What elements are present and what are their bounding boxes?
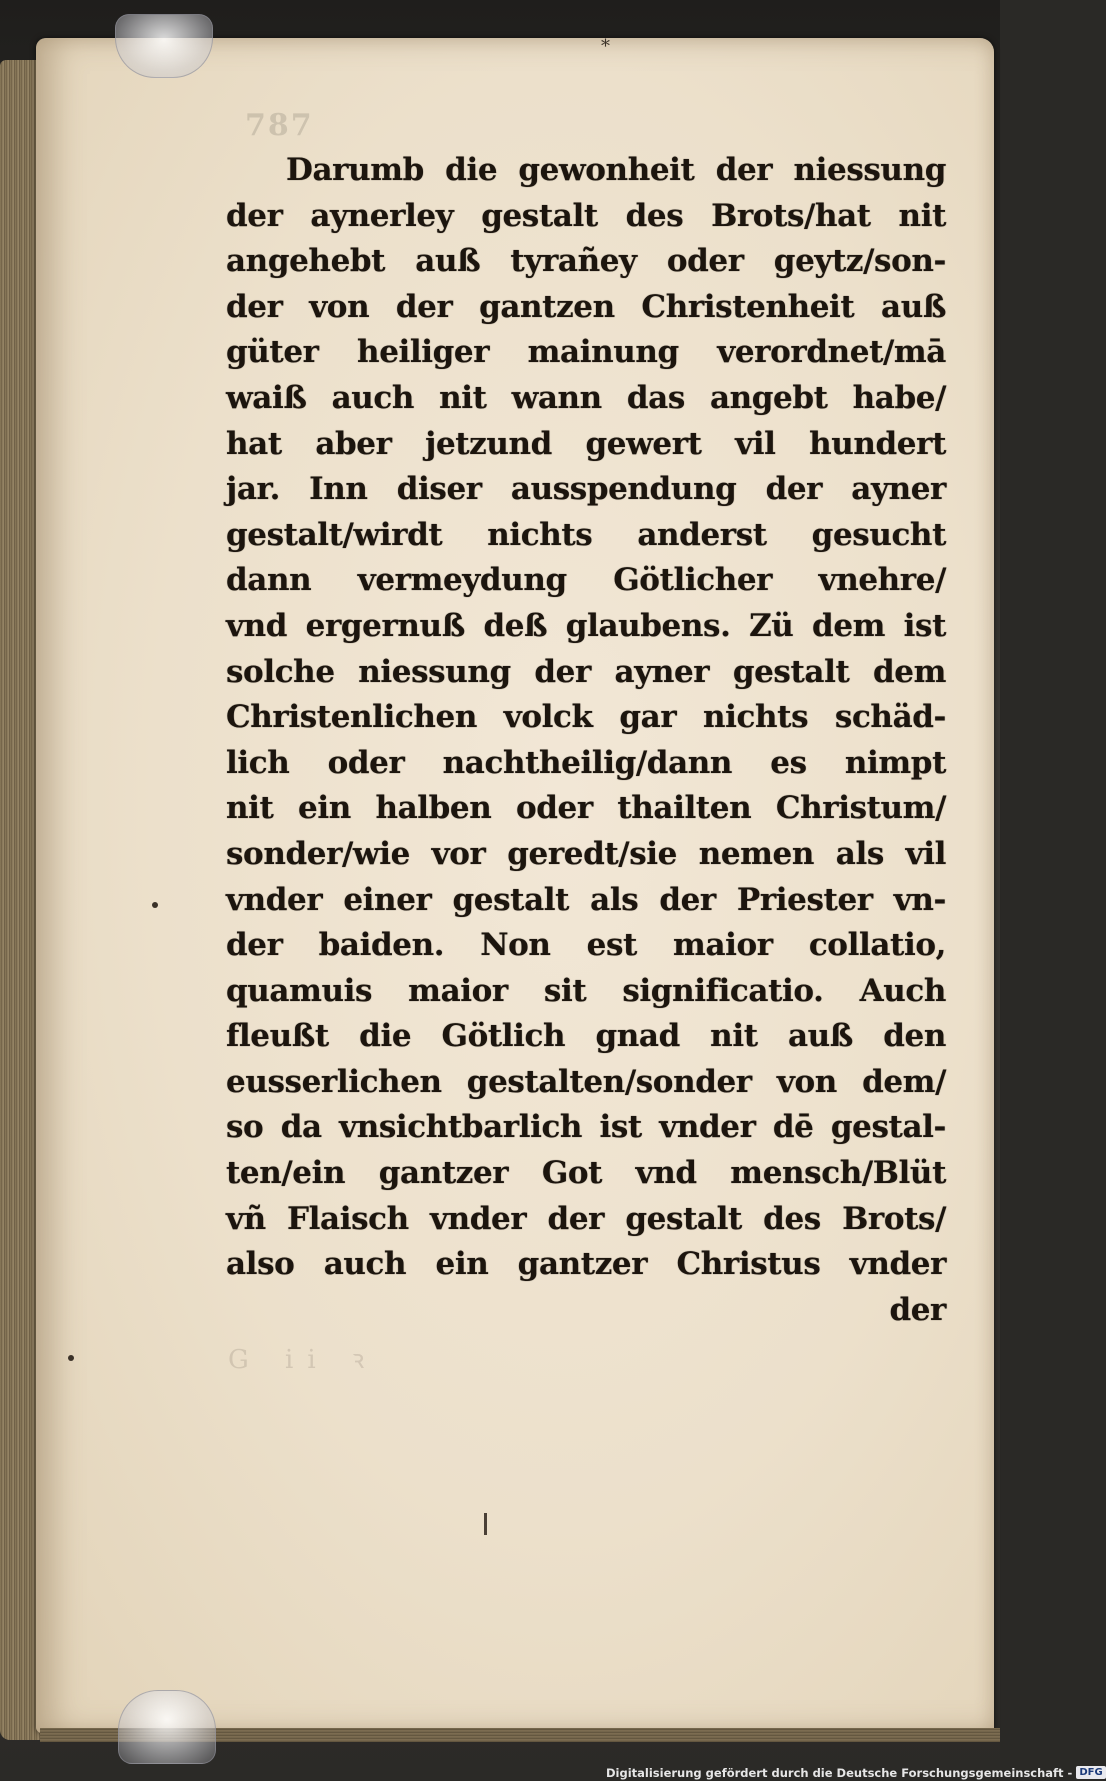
text-line: jar. Inn diser ausspendung der ayner <box>226 471 946 508</box>
text-line: fleußt die Götlich gnad nit auß den <box>226 1018 946 1055</box>
text-line: Darumb die gewonheit der niessung <box>286 152 946 188</box>
text-line: gestalt/wirdt nichts anderst gesucht <box>226 516 946 553</box>
text-line: sonder/wie vor geredt/sie nemen als vil <box>226 835 946 872</box>
text-line: lich oder nachtheilig/dann es nimpt <box>226 744 946 781</box>
digitization-credit <box>606 1764 1106 1781</box>
text-line: waiß auch nit wann das angebt habe/ <box>226 379 946 416</box>
bottom-page-clip <box>118 1690 216 1764</box>
text-line: der von der gantzen Christenheit auß <box>226 288 946 325</box>
ink-speck <box>68 1355 74 1361</box>
show-through-folio: 787 <box>245 108 314 143</box>
top-page-clip <box>115 14 213 78</box>
ornament-star: * <box>601 36 610 57</box>
body-text <box>226 148 946 1333</box>
text-line: nit ein halben oder thailten Christum/ <box>226 790 946 827</box>
paper-mark <box>484 1513 487 1535</box>
text-line: so da vnsichtbarlich ist vnder dē gestal- <box>226 1109 946 1146</box>
text-line: eusserlichen gestalten/sonder von dem/ <box>226 1063 946 1100</box>
catchword: der <box>889 1291 946 1328</box>
text-line: vñ Flaisch vnder der gestalt des Brots/ <box>226 1200 946 1237</box>
text-line: hat aber jetzund gewert vil hundert <box>226 425 946 462</box>
credit-text: Digitalisierung gefördert durch die Deutsche Forschungsgemeinschaft - <box>606 1765 1073 1780</box>
text-line: quamuis maior sit significatio. Auch <box>226 972 946 1009</box>
text-line: Christenlichen volck gar nichts schäd- <box>226 699 946 736</box>
text-line: vnd ergernuß deß glaubens. Zü dem ist <box>226 607 946 644</box>
text-line: solche niessung der ayner gestalt dem <box>226 653 946 690</box>
text-line: der baiden. Non est maior collatio, <box>226 927 946 964</box>
text-line: vnder einer gestalt als der Priester vn- <box>226 881 946 918</box>
show-through-signature: G ii ꝛ <box>228 1345 379 1375</box>
text-line: der aynerley gestalt des Brots/hat nit <box>226 197 946 234</box>
text-line: dann vermeydung Götlicher vnehre/ <box>226 562 946 599</box>
ink-speck <box>152 902 158 908</box>
text-line: güter heiliger mainung verordnet/mā <box>226 334 946 371</box>
text-line: also auch ein gantzer Christus vnder <box>226 1246 946 1283</box>
text-line: angehebt auß tyrañey oder geytz/son- <box>226 243 946 280</box>
text-line: ten/ein gantzer Got vnd mensch/Blüt <box>226 1155 946 1192</box>
dfg-logo: DFG <box>1076 1766 1105 1779</box>
